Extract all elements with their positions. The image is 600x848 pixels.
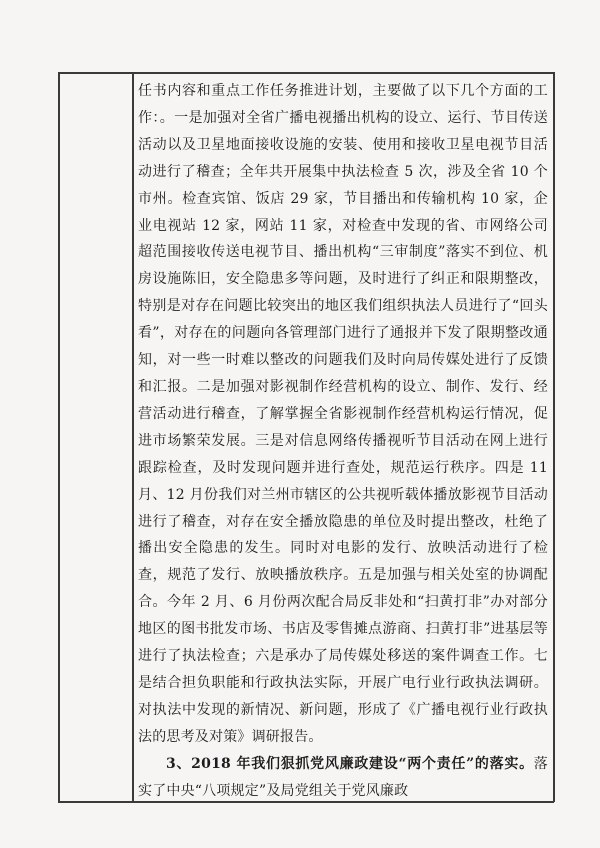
section-heading: 3、2018 年我们狠抓党风廉政建设“两个责任”的落实。 bbox=[166, 755, 534, 772]
section-paragraph bbox=[138, 751, 548, 805]
table-content-cell bbox=[138, 78, 548, 804]
table-right-border bbox=[553, 72, 555, 802]
section-body: 落实了中央“八项规定”及局党组关于党风廉政 bbox=[138, 755, 548, 799]
table-column-divider bbox=[132, 72, 134, 802]
body-paragraph: 任书内容和重点工作任务推进计划，主要做了以下几个方面的工作：。一是加强对全省广播电视播出机构的设立、运行、节目传送活动以及卫星地面接收设施的安装、使用和接收卫星电视节目活动进行了稽查；全年共开展集中执法检查 5 次，涉及全省 10 个市州。检查宾馆、饭店 29 家，节目播出和传输机构 10 家，企业电视站 12 家，网站 11 家，对检查中发现的省、市网络公司超范围接收传送电视节目、播出机构“三审制度”落实不到位、机房设施陈旧，安全隐患多等问题，及时进行了纠正和限期整改，特别是对存在问题比较突出的地区我们组织执法人员进行了“回头看”，对存在的问题向各管理部门进行了通报并下发了限期整改通知，对一些一时难以整改的问题我们及时向局传媒处进行了反馈和汇报。二是加强对影视制作经营机构的设立、制作、发行、经营活动进行稽查，了解掌握全省影视制作经营机构运行情况，促进市场繁荣发展。三是对信息网络传播视听节目活动在网上进行跟踪检查，及时发现问题并进行查处，规范运行秩序。四是 11 月、12 月份我们对兰州市辖区的公共视听载体播放影视节目活动进行了稽查，对存在安全播放隐患的单位及时提出整改，杜绝了播出安全隐患的发生。同时对电影的发行、放映活动进行了检查，规范了发行、放映播放秩序。五是加强与相关处室的协调配合。今年 2 月、6 月份两次配合局反非处和“扫黄打非”办对部分地区的图书批发市场、书店及零售摊点游商、扫黄打非”进基层等进行了执法检查；六是承办了局传媒处移送的案件调查工作。七是结合担负职能和行政执法实际，开展广电行业行政执法调研。对执法中发现的新情况、新问题，形成了《广播电视行业行政执法的思考及对策》调研报告。 bbox=[138, 83, 548, 745]
table-left-border bbox=[58, 72, 60, 802]
